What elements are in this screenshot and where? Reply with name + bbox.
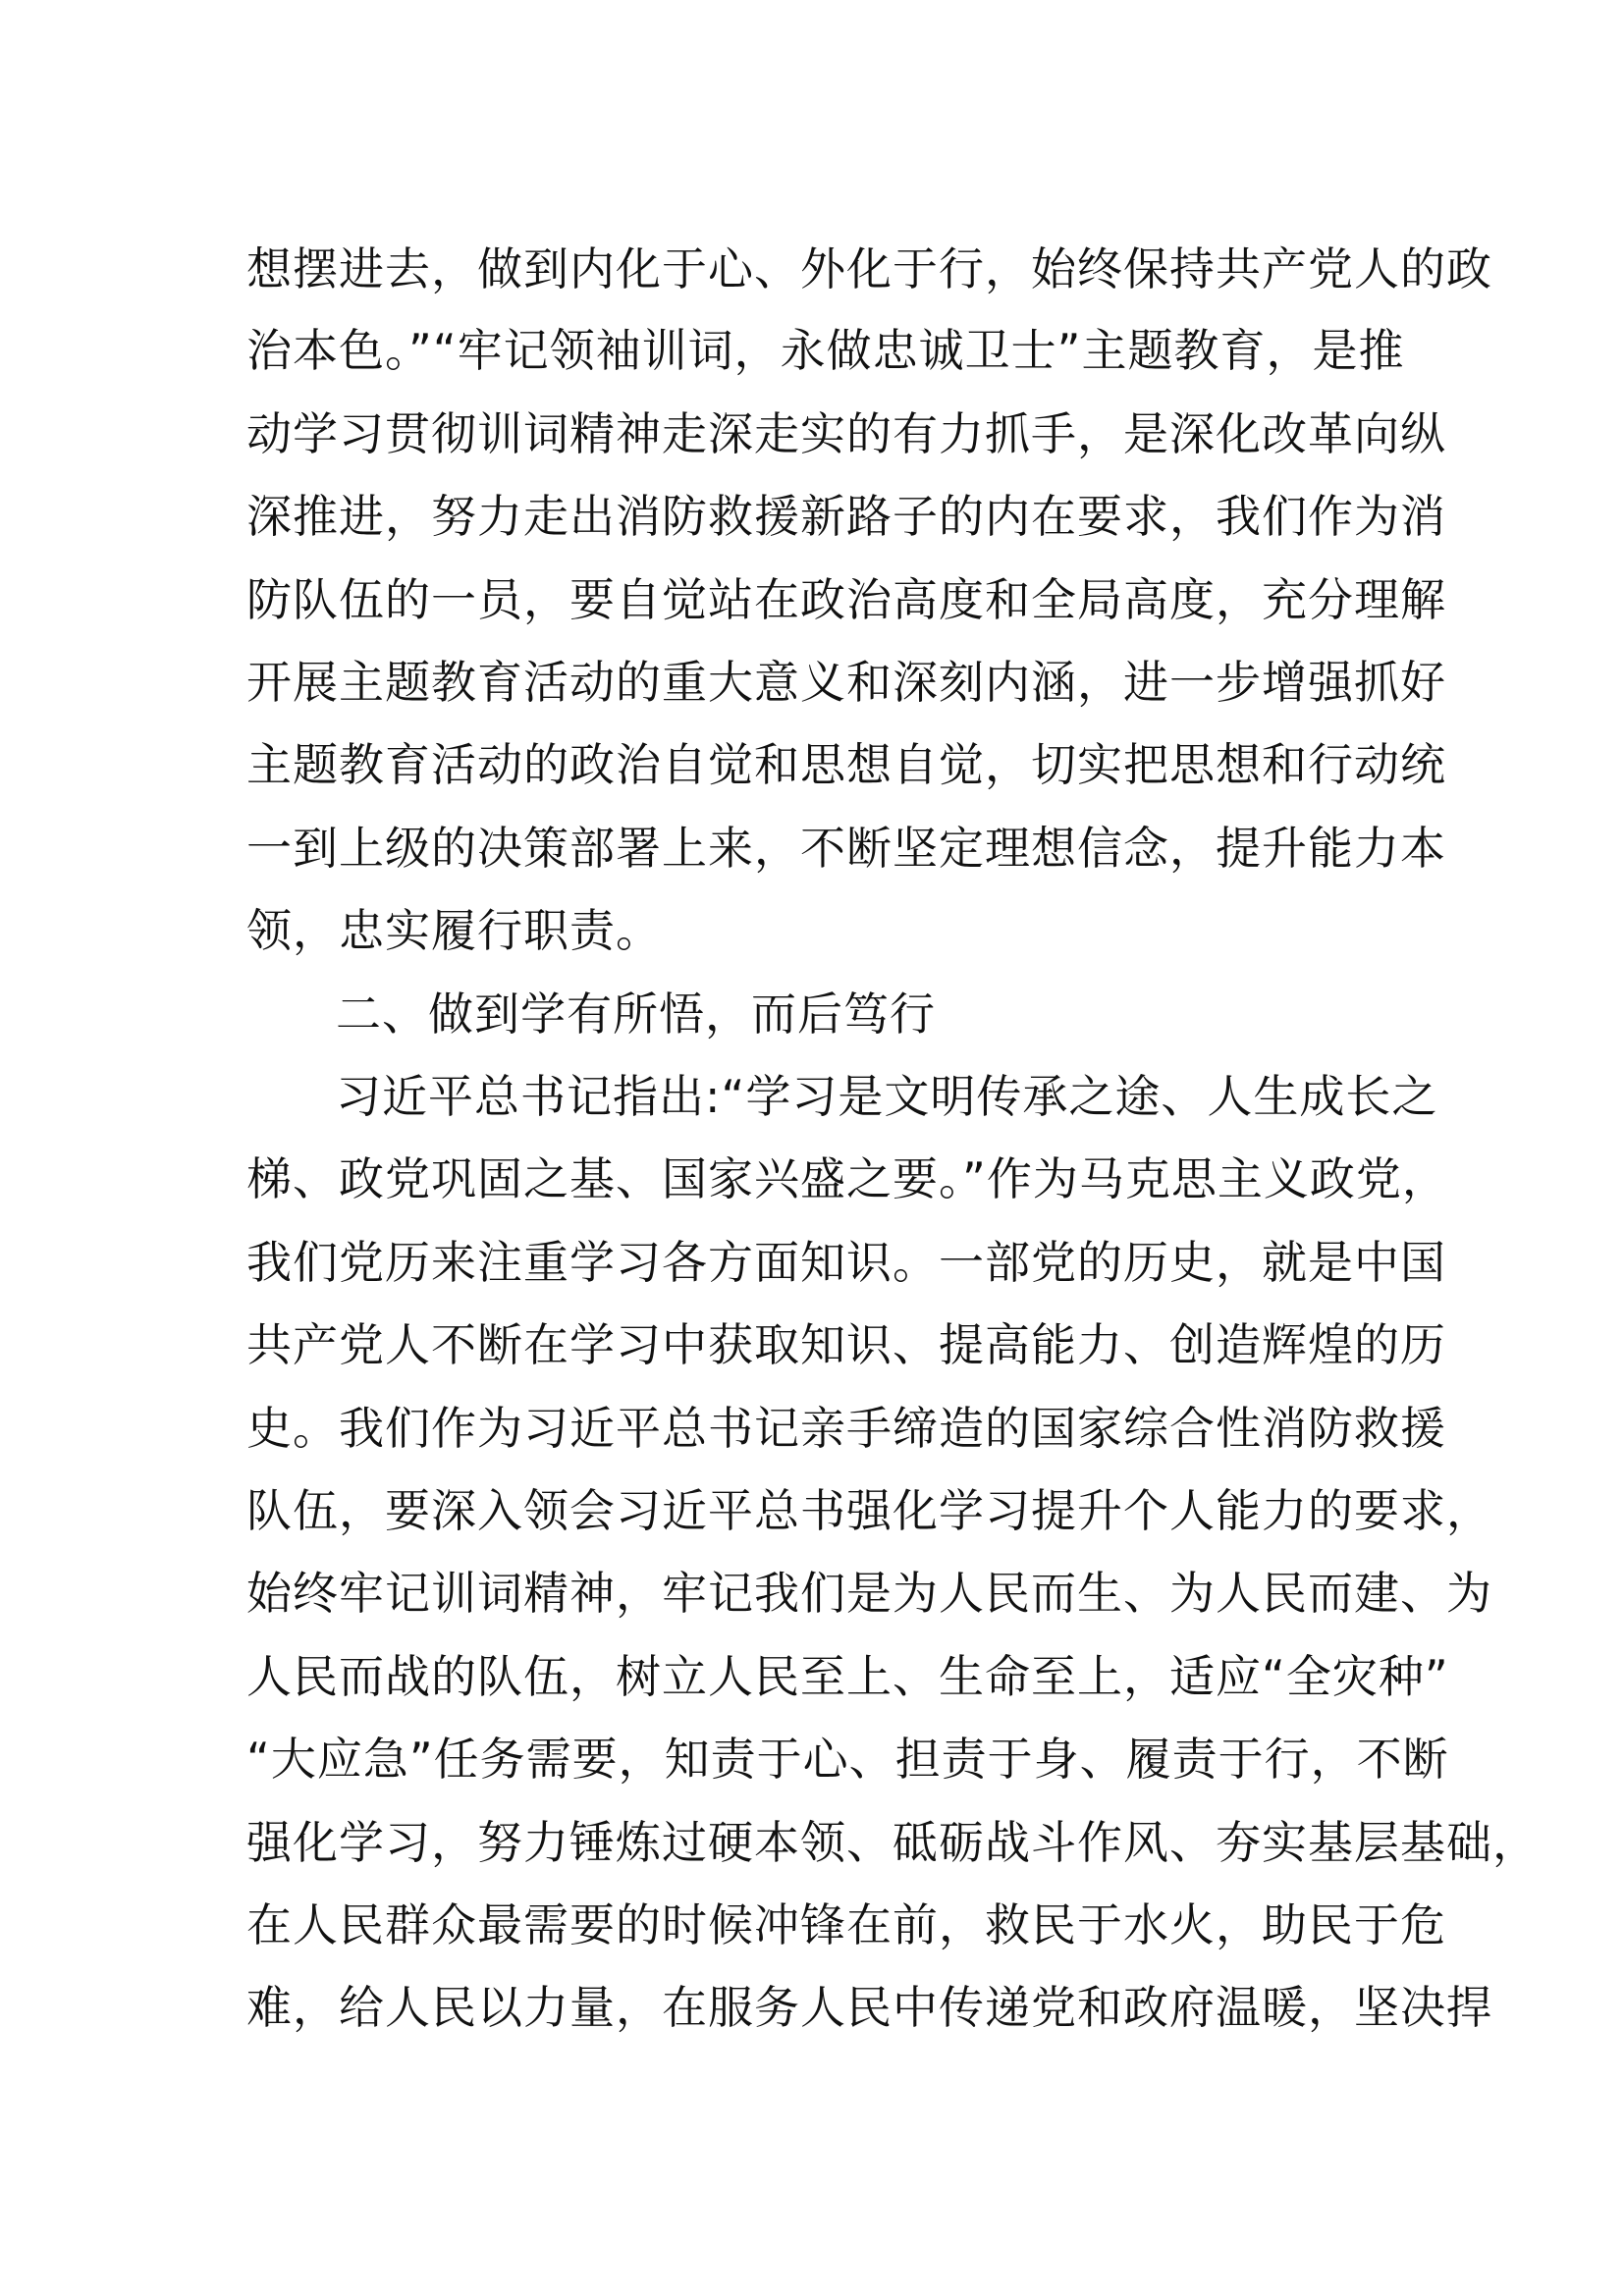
text-line: 我们党历来注重学习各方面知识。一部党的历史，就是中国 <box>246 1236 1446 1289</box>
text-line: 治本色。”“牢记领袖训词，永做忠诚卫士”主题教育，是推 <box>246 324 1405 377</box>
text-line: 强化学习，努力锤炼过硬本领、砥砺战斗作风、夯实基层基础， <box>246 1816 1539 1869</box>
text-line: 主题教育活动的政治自觉和思想自觉，切实把思想和行动统 <box>246 738 1446 791</box>
text-line: 领，忠实履行职责。 <box>246 904 662 957</box>
text-line: 动学习贯彻训词精神走深走实的有力抓手，是深化改革向纵 <box>246 407 1446 460</box>
text-line: 梯、政党巩固之基、国家兴盛之要。”作为马克思主义政党， <box>246 1152 1448 1205</box>
text-line: 习近平总书记指出:“学习是文明传承之途、人生成长之 <box>336 1070 1438 1123</box>
text-line: 人民而战的队伍，树立人民至上、生命至上，适应“全灾种” <box>246 1650 1449 1703</box>
text-line: 一到上级的决策部署上来，不断坚定理想信念，提升能力本 <box>246 822 1446 875</box>
text-line: 队伍，要深入领会习近平总书强化学习提升个人能力的要求， <box>246 1484 1492 1537</box>
text-line: 在人民群众最需要的时候冲锋在前，救民于水火，助民于危 <box>246 1898 1446 1951</box>
text-line: 始终牢记训词精神，牢记我们是为人民而生、为人民而建、为 <box>246 1567 1492 1620</box>
text-line: 防队伍的一员，要自觉站在政治高度和全局高度，充分理解 <box>246 573 1446 626</box>
text-line: 想摆进去，做到内化于心、外化于行，始终保持共产党人的政 <box>246 242 1492 295</box>
text-line: 深推进，努力走出消防救援新路子的内在要求，我们作为消 <box>246 490 1446 543</box>
text-line: “大应急”任务需要，知责于心、担责于身、履责于行，不断 <box>246 1733 1449 1786</box>
text-line: 开展主题教育活动的重大意义和深刻内涵，进一步增强抓好 <box>246 656 1446 709</box>
text-line: 难，给人民以力量，在服务人民中传递党和政府温暖，坚决捍 <box>246 1981 1492 2034</box>
text-line: 史。我们作为习近平总书记亲手缔造的国家综合性消防救援 <box>246 1402 1446 1455</box>
section-heading: 二、做到学有所悟，而后笃行 <box>336 988 936 1041</box>
text-line: 共产党人不断在学习中获取知识、提高能力、创造辉煌的历 <box>246 1318 1446 1371</box>
